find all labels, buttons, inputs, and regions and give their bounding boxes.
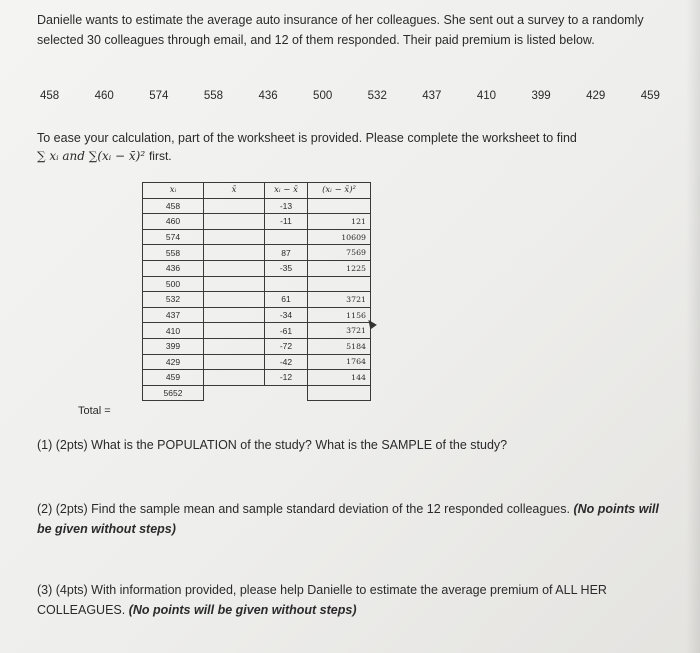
cell-xbar: [204, 276, 265, 292]
question-2-note: (No points will be given without steps): [37, 502, 659, 536]
cell-deviation: -13: [265, 198, 308, 214]
table-row: [143, 214, 371, 230]
table-row: [143, 338, 371, 354]
cell-xi: 429: [143, 354, 204, 370]
total-squared-blank: [308, 385, 371, 401]
table-row: [143, 276, 371, 292]
cell-deviation: [265, 229, 308, 245]
header-xbar: x̄: [204, 183, 265, 199]
cell-squared: 5184: [308, 338, 371, 354]
page-edge-shadow: [686, 0, 700, 653]
cell-deviation: [265, 276, 308, 292]
table-row: [143, 245, 371, 261]
question-3-text: (3) (4pts) With information provided, please help Danielle to estimate the average premium of ALL HER COLLEAGUES.: [37, 583, 607, 617]
premium-value: 429: [586, 90, 606, 102]
question-2: [37, 499, 662, 539]
cell-squared: 144: [308, 370, 371, 386]
cell-deviation: -12: [265, 370, 308, 386]
table-row: [143, 229, 371, 245]
table-row: [143, 370, 371, 386]
table-row: [143, 260, 371, 276]
cell-xbar: [204, 260, 265, 276]
cell-xbar: [204, 338, 265, 354]
table-row: [143, 323, 371, 339]
header-deviation: xᵢ − x̄: [265, 183, 308, 199]
premium-value: 500: [313, 90, 333, 102]
table-row: [143, 307, 371, 323]
premium-value: 460: [94, 90, 114, 102]
worksheet-table: [142, 182, 371, 401]
cell-xi: 500: [143, 276, 204, 292]
premium-value: 436: [258, 90, 278, 102]
table-row: [143, 292, 371, 308]
sum-expression: [37, 146, 172, 166]
intro-paragraph: Danielle wants to estimate the average auto insurance of her colleagues. She sent out a survey to a randomly selected 30 colleagues through email, and 12 of them responded. Their paid premium is listed below.: [37, 13, 644, 47]
premium-value: 399: [531, 90, 551, 102]
cell-squared: 1156: [308, 307, 371, 323]
total-label: Total =: [78, 405, 111, 417]
premium-value: 574: [149, 90, 169, 102]
premium-value: 558: [203, 90, 224, 102]
cell-deviation: -61: [265, 323, 308, 339]
header-xi: xᵢ: [143, 183, 204, 199]
question-3: [37, 580, 662, 620]
cell-xbar: [204, 323, 265, 339]
cell-xi: 458: [143, 198, 204, 214]
cell-xbar: [204, 370, 265, 386]
cell-squared: [308, 198, 371, 214]
premium-values: [40, 86, 660, 106]
cell-xi: 532: [143, 292, 204, 308]
cell-squared: 3721: [308, 323, 371, 339]
cell-deviation: 87: [265, 245, 308, 261]
cell-xbar: [204, 245, 265, 261]
premium-value: 437: [422, 90, 442, 102]
table-row: [143, 354, 371, 370]
total-deviation-blank: [265, 385, 308, 401]
total-row: [143, 385, 371, 401]
cell-xi: 460: [143, 214, 204, 230]
premium-value: 532: [367, 90, 387, 102]
cell-xbar: [204, 214, 265, 230]
premium-value: 410: [476, 90, 497, 102]
header-squared-deviation: (xᵢ − x̄)²: [308, 183, 371, 199]
cell-xi: 410: [143, 323, 204, 339]
cell-xbar: [204, 354, 265, 370]
cell-xi: 574: [143, 229, 204, 245]
cell-deviation: -11: [265, 214, 308, 230]
premium-value: 458: [40, 90, 60, 102]
cell-squared: 3721: [308, 292, 371, 308]
cell-xi: 558: [143, 245, 204, 261]
cell-squared: 121: [308, 214, 371, 230]
cell-deviation: -35: [265, 260, 308, 276]
cell-squared: 1225: [308, 260, 371, 276]
question-2-text: (2) (2pts) Find the sample mean and sample standard deviation of the 12 responded colleagues.: [37, 502, 570, 516]
cell-deviation: -42: [265, 354, 308, 370]
instructions-text: To ease your calculation, part of the worksheet is provided. Please complete the worksheet to find: [37, 131, 577, 145]
cell-squared: 7569: [308, 245, 371, 261]
question-3-note: (No points will be given without steps): [128, 603, 357, 617]
cell-xbar: [204, 198, 265, 214]
total-xbar-blank: [204, 385, 265, 401]
sum-first-word: first.: [148, 149, 172, 163]
cell-xi: 437: [143, 307, 204, 323]
table-row: [143, 198, 371, 214]
cell-deviation: 61: [265, 292, 308, 308]
cell-xbar: [204, 229, 265, 245]
table-header-row: [143, 183, 371, 199]
total-xi-value: 5652: [143, 385, 204, 401]
cell-squared: 1764: [308, 354, 371, 370]
premium-value: 459: [640, 90, 660, 102]
cell-xi: 436: [143, 260, 204, 276]
cell-xbar: [204, 292, 265, 308]
cell-deviation: -34: [265, 307, 308, 323]
cell-xi: 459: [143, 370, 204, 386]
cell-squared: 10609: [308, 229, 371, 245]
sum-formula: ∑ xᵢ and ∑(xᵢ − x̄)²: [37, 149, 146, 163]
cell-squared: [308, 276, 371, 292]
cell-deviation: -72: [265, 338, 308, 354]
cell-xbar: [204, 307, 265, 323]
question-1: (1) (2pts) What is the POPULATION of the study? What is the SAMPLE of the study?: [37, 438, 508, 452]
cell-xi: 399: [143, 338, 204, 354]
